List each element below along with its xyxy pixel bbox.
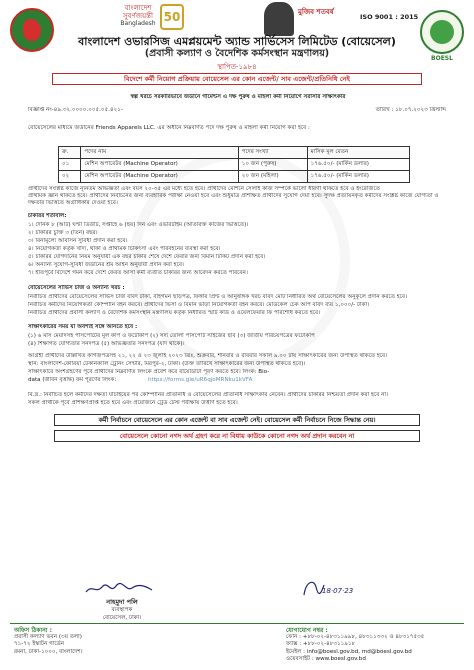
mujib-centenary-logo: মুজিব শতবর্ষ — [298, 8, 334, 16]
note-line: সকল প্রার্থীকে পূর্বে প্রশিক্ষণপ্রাপ্ত হতে হবে এবং প্রয়োজনে ট্রেড টেস্ট পরীক্ষায় উত্তীর্ণ হতে হবে। — [28, 400, 238, 406]
table-row — [59, 171, 410, 183]
cell-count: ১০ জন (পুরুষ) — [238, 159, 307, 171]
boesl-emblem-icon — [430, 20, 454, 44]
golden-jubilee-logo — [118, 4, 158, 28]
terms-item: ৫। চাকরির যোগদানের নিয়ম অনুযায়ী এক বছর চাকরি শেষে দেশে ফেরার জন্য বিমান টিকিট প্রদান করা হবে। — [28, 254, 266, 260]
boesl-logo-label: BOESL — [431, 55, 453, 62]
notice-heading: স্বল্প খরচে সরকারিভাবে জর্ডানে গার্মেন্টস এ দক্ষ পুরুষ ও মহিলা কর্মী নিয়োগে সরাসরি সাক্ষাৎকার — [130, 94, 346, 100]
agent-warning-banner: বিদেশে কর্মী নিয়োগ প্রক্রিয়ায় বোয়েসেল এর কোন এজেন্ট/ সাব এজেন্ট/প্রতিনিধি নেই — [52, 73, 422, 85]
biodata-form-link[interactable]: https://forms.gle/uR6qjoMRNku1kVFA — [148, 377, 253, 383]
footer-address — [14, 627, 194, 656]
golden-jubilee-en: Bangladesh — [120, 20, 156, 27]
address-heading: অফিস ঠিকানা : — [14, 627, 53, 634]
col-count: পদের সংখ্যা — [238, 147, 307, 159]
cost-line: নির্বাচিত কর্মীদের নিয়োগকর্তা কোম্পানি বহন করবে। প্রার্থীদের ভিসা ও বিমান ভাড়া নিয়োগকর্তা বহন করবে। মেডিকেল চেক আপ বাবদ ব্যয় ১,০০০/- টাকা। — [28, 302, 370, 308]
organization-title: বাংলাদেশ ওভারসিজ এমপ্লয়মেন্ট অ্যান্ড সার্ভিসেস লিমিটেড (বোয়েসেল) — [78, 35, 396, 48]
address-line: ৭১-৭২ ইস্কাটন গার্ডেন — [14, 641, 65, 648]
ministry-subtitle: (প্রবাসী কল্যাণ ও বৈদেশিক কর্মসংস্থান মন্ত্রণালয়) — [144, 48, 330, 59]
iso-certification: ISO 9001 : 2015 — [360, 13, 419, 21]
eligibility-line: দক্ষতার ভিত্তিতে অগ্রাধিকার দেওয়া হবে। — [28, 200, 118, 206]
jobs-table — [58, 146, 410, 183]
interview-item: (৪) শিক্ষাগত যোগ্যতার সনদপত্র (৫) অভিজ্ঞতার সনদপত্র (যদি থাকে)। — [28, 341, 185, 347]
fifty-mark-logo: 50 — [160, 4, 184, 30]
signatory-role: ব্যবস্থাপক — [111, 607, 133, 613]
eligibility-line: প্রার্থীদের সংশ্লিষ্ট কাজে ন্যূনতম অভিজ্ঞতা এবং বয়স ২০-৩৫ এর মধ্যে হতে হবে। প্রার্থীদের মেশিনে সেলাই কাজ সম্পর্কে ভালো ধারণা থাকতে হবে ও ইংরেজিতে — [28, 186, 380, 192]
cost-line: নির্বাচিত প্রার্থীদের প্রবাসী কল্যাণ ও বৈদেশিক কর্মসংস্থান মন্ত্রণালয় কর্তৃক নির্ধারিত স্মার্ট কার্ড ও ওয়েলফেয়ার ফি পরিশোধ করতে হবে। — [28, 310, 321, 316]
terms-item: ৭। ইতিপূর্বে বিদেশে গমন করে দেশে ফেরত আসা কর্মী ব্যতীত চাকরির জন্য আবেদন করতে পারবেন। — [28, 270, 248, 276]
cell-post: মেশিন অপারেটর (Machine Operator) — [81, 159, 238, 171]
table-row — [59, 159, 410, 171]
reference-number: বিজ্ঞপ্তি নং-৪৯.৩২.০০০০.০০৫.০৫.৪২১- — [28, 107, 123, 113]
cell-count: ২০ জন (মহিলা) — [238, 171, 307, 183]
signature-image — [84, 582, 154, 596]
cell-salary: ১৭৬.৫০/- (মার্কিন ডলার) — [307, 159, 409, 171]
established-year: স্থাপিত-১৯৮৪ — [217, 63, 257, 71]
note-line: বি.দ্র.: নির্বাচিত হলে কর্মীদের দক্ষতা যাচাইয়ের পর কোম্পানির প্রতিনিধি ও বোয়েসেলের প্রতিনিধি সাক্ষাৎকার নেবেন। প্রার্থীদের চাকরির নিশ্চয়তা প্রদান করা হবে না। — [28, 392, 389, 398]
terms-item: ১। দৈনিক ৮ (আট) ঘণ্টা ডিউটি, সপ্তাহে ৬ (ছয়) দিন এবং ওভারটাইম (অতিরিক্ত কাজের ভিত্তিতে)। — [28, 222, 249, 228]
reference-date: তারিখ : ১৮.০৭.২০২৩ খ্রিস্টাব্দ — [375, 107, 446, 113]
biodata-line: সাক্ষাৎকারে অংশগ্রহণের পূর্বে প্রার্থীদের নিম্নবর্ণিত লিংকে প্রবেশ করে বায়োডাটা পূরণ করতে হবে। লিংক: Bio- — [28, 369, 270, 375]
address-line: রমনা, ঢাকা-১০০০, বাংলাদেশ। — [14, 648, 83, 655]
col-serial: ক্র. — [59, 147, 81, 159]
contact-heading: যোগাযোগ নম্বর : — [286, 627, 328, 634]
table-header-row — [59, 147, 410, 159]
signatory-name: নাহমুদা পলি — [106, 598, 138, 606]
cash-warning-box: বোয়েসেলে কোনো নগদ অর্থ গ্রহণ করে না বিধায় কাউকে কোনো নগদ অর্থ প্রদান করবেন না — [54, 430, 420, 442]
map-icon — [23, 19, 41, 41]
contact-line: ওয়েবসাইট : www.boesl.gov.bd — [286, 655, 366, 662]
portrait-image — [264, 2, 294, 36]
cost-line: নির্বাচিত প্রার্থীদের বোয়েসেলের সার্ভিস চার্জ বাবদ টাকা, বহির্গমন ছাড়পত্র, ফিঙ্গার প্রিন্ট ও আনুষঙ্গিক খরচ বাবদ মোট নির্ধারিত অর্থ বোয়েসেলের অনুকূলে প্রদান করতে হবে। — [28, 294, 408, 300]
interview-venue: স্থান: বাংলাদেশ-কোরিয়া টেকনিক্যাল ট্রেনিং সেন্টার, মিরপুর-২, ঢাকা। (উক্ত তারিখে সাক্ষাৎকারের জন্য উপস্থিত থাকতে হবে)। — [28, 361, 306, 367]
eligibility-line: প্রাথমিক জ্ঞান থাকতে হবে। প্রার্থীদের নির্বাচনের জন্য ব্যবহারিক পরীক্ষা নেওয়া হবে এবং শুধুমাত্র প্রশিক্ষিত প্রার্থীদের সুযোগ দেয়া হবে। সুদক্ষ প্রত্যায়নকৃত কর্মীদের সংশ্লিষ্ট কাজে যোগ্যতা ও — [28, 193, 439, 199]
terms-item: ৬। অন্যান্য সুযোগ-সুবিধা জর্ডানের শ্রম আইন অনুযায়ী প্রদান করা হবে। — [28, 262, 184, 268]
terms-item: ৩। বিনামূল্যে আবাসন সুবিধা প্রদান করা হবে। — [28, 238, 128, 244]
govt-emblem-logo — [10, 8, 54, 52]
footer-divider — [10, 623, 464, 624]
col-post: পদের নাম — [81, 147, 238, 159]
cell-salary: ১৭৬.৫০/- (মার্কিন ডলার) — [307, 171, 409, 183]
company-line: বোয়েসেলের মাধ্যমে জর্ডানের Friends Apparels LLC. এর অধীনে নিম্নবর্ণিত পদে দক্ষ পুরুষ ও মহিলা কর্মী নিয়োগ করা হবে : — [28, 125, 310, 131]
address-line: প্রবাসী কল্যাণ ভবন (৩য় তলা) — [14, 634, 82, 641]
contact-line: ফ্যাক্স : +৮৮-০২-৪৮৩১১৯১৮ — [286, 641, 356, 648]
signatory-org: বোয়েসেল, ঢাকা। — [102, 615, 142, 621]
interview-schedule: আগ্রহী প্রার্থীদের উল্লিখিত কাগজপত্রসহ ২১, ২২ ও ২৩ জুলাই ২০২৩ খ্রিঃ, শুক্রবার, শনিবার ও রবিবার সকাল ৯.০০ টায় সাক্ষাৎকারের জন্য উপস্থিত থাকতে হবে। — [28, 353, 388, 359]
cost-title: বোয়েসেলের সার্ভিস চার্জ ও অন্যান্য খরচ : — [28, 285, 125, 291]
handwritten-date: 18·07·23 — [322, 588, 354, 595]
cell-post: মেশিন অপারেটর (Machine Operator) — [81, 171, 238, 183]
golden-jubilee-text: বাংলাদেশ সুবর্ণজয়ন্তী — [123, 4, 153, 20]
cell-serial: ০২ — [59, 171, 81, 183]
interview-item: (১) ৬ মাস মেয়াদসহ পাসপোর্টের মূল কপি ও ফটোকপি (২) সদ্য তোলা পাসপোর্ট সাইজের ছবি (৩) জাতীয় পরিচয়পত্রের ফটোকপি — [28, 333, 315, 339]
terms-item: ২। চাকরির চুক্তি ৩ (তিন) বছর। — [28, 230, 98, 236]
contact-line: ফোন : +৮৮-০২-৪৮৩১১৯৯৮, ৪৮৩১১৩৩২ ও ৪৮৩১৭৫৩৫ — [286, 634, 425, 641]
terms-title: চাকরির শর্তাবলি: — [28, 213, 67, 219]
terms-item: ৪। নিয়োগকর্তা কর্তৃক খাদ্য, থাকা ও প্রাথমিক চিকিৎসা এবং পরিবহনের ব্যবস্থা করা হবে। — [28, 246, 221, 252]
agent-notice-box: কর্মী নির্বাচনে বোয়েসেলে এর কোন এজেন্ট বা সাব এজেন্ট নেই। বোয়েসেল কর্মী নির্বাচনে নিজে সিদ্ধান্ত নেয়। — [54, 414, 420, 426]
boesl-logo — [420, 10, 464, 54]
footer-contact — [286, 627, 466, 663]
biodata-line2: data (জীবন বৃত্তান্ত) ফর্ম পূরণের লিংক: — [28, 377, 117, 383]
contact-line: ইমেইল : info@boesl.gov.bd, md@boesl.gov.bd — [286, 648, 412, 655]
interview-title: সাক্ষাৎকারের সময় যা অবশ্যই সঙ্গে আনতে হবে : — [28, 324, 138, 330]
col-salary: মাসিক মূল বেতন — [307, 147, 409, 159]
cell-serial: ০১ — [59, 159, 81, 171]
